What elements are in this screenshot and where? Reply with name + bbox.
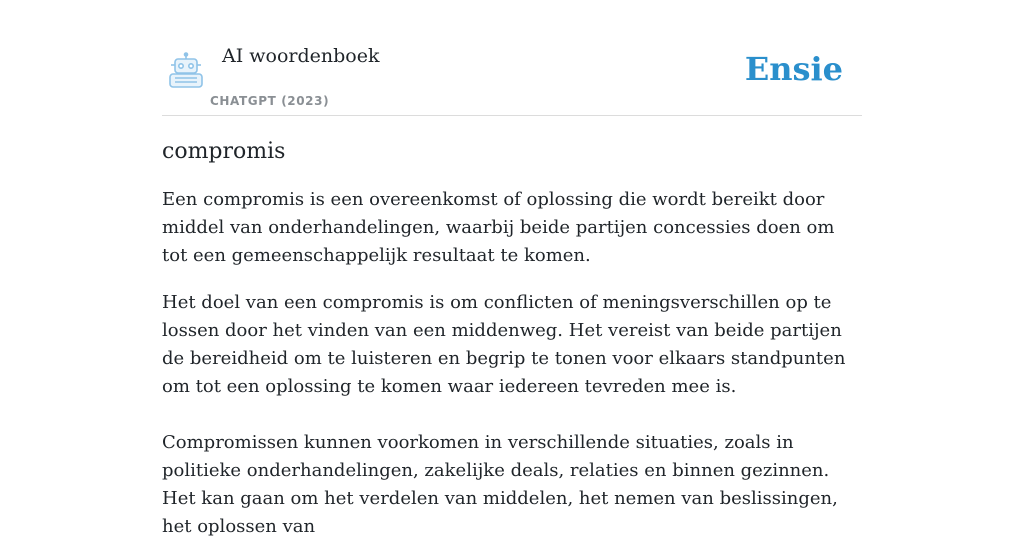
source-label: CHATGPT (2023): [210, 94, 330, 108]
dictionary-title[interactable]: AI woordenboek: [222, 45, 380, 67]
ensie-logo[interactable]: Ensie: [744, 50, 843, 88]
robot-icon: [166, 52, 206, 90]
header: [162, 0, 862, 116]
entry-term: compromis: [162, 139, 286, 164]
definition-paragraph: Een compromis is een overeenkomst of oplossing die wordt bereikt door middel van onderhandelingen, waarbij beide partijen concessies doen om tot een gemeenschappelijk resultaat te komen.: [162, 189, 835, 266]
definition-paragraph: Het doel van een compromis is om conflicten of meningsverschillen op te lossen door het vinden van een middenweg. Het vereist van beide partijen de bereidheid om te luisteren en begrip te tonen voor elkaars standpunten om tot een oplossing te komen waar iedereen tevreden mee is.: [162, 292, 846, 397]
definition-paragraph: Compromissen kunnen voorkomen in verschillende situaties, zoals in politieke onderhandelingen, zakelijke deals, relaties en binnen gezinnen. Het kan gaan om het verdelen van middelen, het nemen van beslissingen, het oplossen van: [162, 432, 838, 537]
page: [162, 0, 862, 541]
entry-definition: [162, 186, 862, 541]
